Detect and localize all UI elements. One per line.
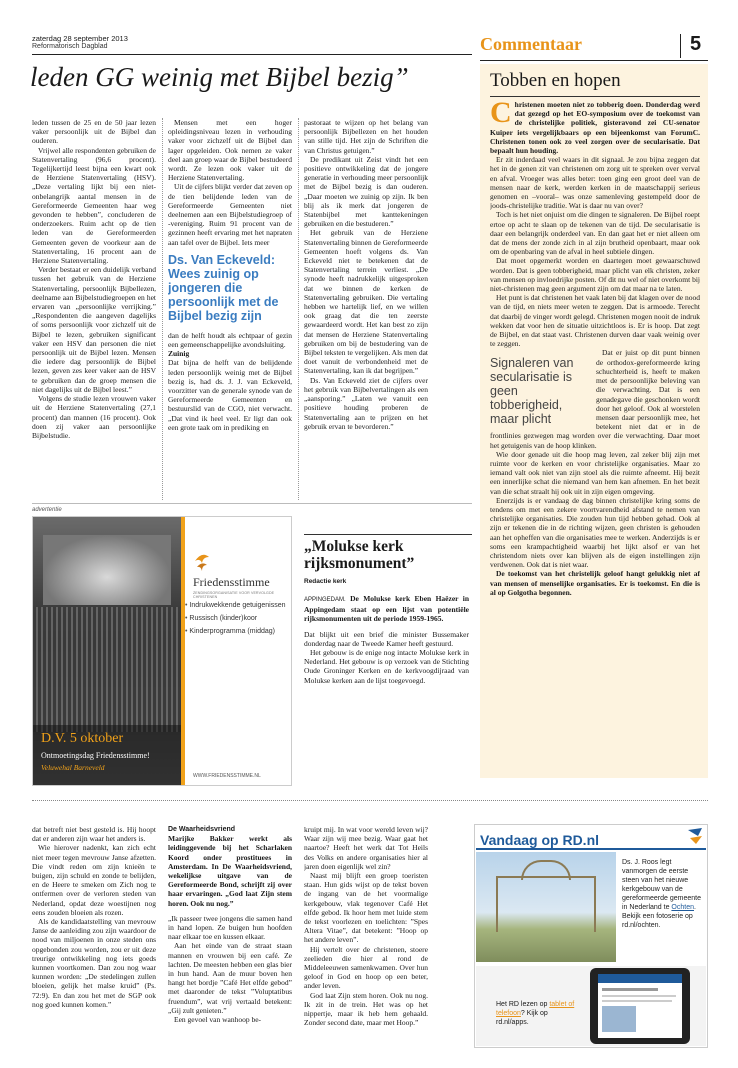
commentary-rule	[490, 96, 700, 97]
header-rule	[32, 54, 472, 55]
ad-event-date: D.V. 5 oktober	[41, 731, 124, 746]
commentary-paragraph: Enerzijds is er vandaag de dag binnen christelijke kring soms de tendens om met een zekere voortvarendheid afstand te nemen van christelijke organisaties. Die zouden hun tijd hebben gehad. Ook al zijn er tekenen die in de richting wijzen, geen christen is gehouden aan het opheffen van die organisaties mee te werken. Anderzijds is er soms een krampachtigheid waarbij het lijkt alsof er van het christendom niets over kan blijven als de eigen instellingen zijn verdwenen. Ook dat is niet waar.	[490, 495, 700, 570]
bottom-paragraph: Hij vertelt over de christenen, stoere zeelieden die hier al rond de Middeleeuwen samenkwamen. Over hun geloof in God en hoop op een beter, ander leven.	[304, 944, 428, 991]
rd-promo-rule	[476, 848, 706, 850]
tablet-screen-image	[602, 1006, 636, 1032]
rd-photo-steel-frame	[496, 876, 596, 932]
bottom-column-3	[304, 825, 428, 1057]
article-paragraph: leden tussen de 25 en de 50 jaar lezen vaker persoonlijk uit de Bijbel dan ouderen.	[32, 118, 156, 146]
ad-feature-item: • Kinderprogramma (middag)	[185, 625, 286, 638]
ad-event-name: Ontmoetingsdag Friedensstimme!	[41, 751, 150, 760]
article-paragraph: Mensen met een hoger opleidingsniveau lezen in verhouding vaker voor zichzelf uit de Bijbel dan lager opgeleiden. Ook nemen ze vaker deel aan groep waar de Bijbel bestudeerd wordt. Ze lezen ook vaker uit de Herziene Statenvertaling.	[168, 118, 292, 183]
column-divider	[298, 118, 299, 500]
ad-feature-item: • Russisch (kinder)koor	[185, 612, 286, 625]
bottom-paragraph: kruipt mij. In wat voor wereld leven wij? Waar zijn wij mee bezig. Waar gaat het naartoe? Heeft het werk dat Tot Heils des Volks en andere organisaties hier al jaren doen eigenlijk wel zin?	[304, 825, 428, 871]
article-paragraph: Het gebruik van de Herziene Statenvertaling binnen de Gereformeerde Gemeenten hoeft volgens ds. Van Eckeveld niet te betekenen dat de Statenvertaling terrein verliest. „De synode heeft nadrukkelijk uitgesproken dat we binnen de kerken de Statenvertaling gebruiken. Die vertaling hebben we hartelijk lief, en we willen ook graag dat die ten zeerste gewaardeerd wordt. Het kan best zo zijn dat mensen de Herziene Statenvertaling gebruiken om bij de bestudering van de Bijbel teksten te vergelijken. Als men dat doet vanuit de verbondenheid met de Statenvertaling, kan ik dat begrijpen.”	[304, 228, 428, 376]
molukse-paragraph: Dat blijkt uit een brief die minister Bussemaker donderdag naar de Tweede Kamer heeft gestuurd.	[304, 629, 469, 648]
tablet-screen-header	[598, 974, 682, 983]
rd-tablet-text	[496, 1000, 576, 1027]
ad-rule	[32, 503, 472, 504]
commentary-pullquote: Signaleren van secularisatie is geen tobberigheid, maar plicht	[490, 356, 574, 427]
tablet-screen-line	[602, 988, 658, 991]
ad-brand-tagline: ZENDINGSORGANISATIE VOOR VERVOLGDE CHRISTENEN	[193, 591, 275, 599]
commentary-paragraph: De toekomst van het christelijk geloof hangt gelukkig niet af van mensen of menselijke organisaties. Er is toekomst. En die is al op Golgotha begonnen.	[490, 569, 700, 597]
rd-church-photo[interactable]	[476, 852, 616, 962]
section-title: Commentaar	[480, 34, 582, 54]
article-paragraph: Ds. Van Eckeveld ziet de cijfers over het gebruik van Bijbelvertalingen als een „aansporing.” „Laten we vanuit een positieve houding proberen de Statenvertaling aan te prijzen en het gebruik ervan te bevorderen.”	[304, 375, 428, 431]
article-column-1	[32, 118, 156, 500]
tablet-screen-line	[602, 1000, 672, 1002]
bottom-column-1	[32, 825, 156, 1057]
article-column-3	[304, 118, 428, 500]
ad-accent-bar	[181, 517, 185, 786]
bottom-paragraph: Wie hierover nadenkt, kan zich echt niet meer tegen mevrouw Janse afzetten. Die vindt reden om zijn knieën te buigen, zijn schuld en zonde te belijden, en de Heere te smeken om Zich nog te ontfermen over de verloren steden van Nederland, opdat deze woestijnen nog eens zouden bloeien als rozen.	[32, 843, 156, 917]
rd-ochten-link[interactable]: Ochten	[671, 904, 694, 911]
column-divider	[162, 118, 163, 500]
tablet-screen-line	[602, 995, 676, 997]
article-paragraph: Vrijwel alle respondenten gebruiken de Statenvertaling (96,6 procent). Tegelijkertijd leest bijna een kwart ook de Herziene Statenvertaling (HSV). „Deze vertaling lijkt bij een niet-onbelangrijk aantal mensen in de Gereformeerde Gemeenten haar weg gevonden te hebben”, concluderen de onderzoekers. Ruim acht op de tien leden van de Gereformeerden Gemeenten geven de voorkeur aan de Statenvertaling, 16 procent aan de Herziene Statenvertaling.	[32, 145, 156, 266]
ad-url-link[interactable]: WWW.FRIEDENSSTIMME.NL	[193, 773, 261, 779]
commentary-title: Tobben en hopen	[490, 70, 621, 91]
rd-caption-text: Ds. J. Roos legt vanmorgen de eerste steen van het nieuwe kerkgebouw van de gereformeerde gemeente in Nederland te	[622, 859, 701, 911]
header-paper-name: Reformatorisch Dagblad	[32, 43, 108, 50]
bottom-column-2	[168, 825, 292, 1057]
bottom-paragraph: Een gevoel van wanhoop be-	[174, 1015, 262, 1025]
ad-feature-item: • Indrukwekkende getuigenissen	[185, 599, 286, 612]
bottom-paragraph: Als de kandidaatstelling van mevrouw Janse de aanleiding zou zijn waardoor de nood van miljoenen in onze steden ons opgebonden zou worden, zou er uit deze treurige ontwikkeling nog iets goeds kunnen voortkomen. Dan zou nog waar kunnen worden: „De stedelingen zullen bloeien, gelijk het malse kruid” (Ps. 72:9). En dan zou het met de SGP ook nog goed kunnen komen.”	[32, 917, 156, 1009]
ad-photo-crowd	[33, 607, 181, 732]
friedensstimme-logo-icon	[193, 551, 211, 573]
rd-tablet-link[interactable]: tablet of telefoon	[496, 1001, 575, 1017]
header-separator	[680, 34, 681, 58]
molukse-headline: „Molukse kerk rijksmonument”	[304, 538, 415, 572]
bottom-paragraph: dat betreft niet best gesteld is. Hij hoopt dat er anderen zijn waar het anders is.	[32, 825, 156, 844]
bottom-paragraph: „Ik passeer twee jongens die samen hand in hand lopen. Ze buigen hun hoofden naar elkaar toe en kussen elkaar.	[168, 913, 292, 942]
commentary-lead: hristenen moeten niet zo tobberig doen. Donderdag werd dat gezegd op het EO-symposium over de toekomst van de christelijke politiek, gisteravond zei CU-senator Kuiper iets vergelijkbaars op een bijeenkomst van ForumC. Christenen tonen ook zo veel zorgen over de secularisatie. Dat bepaalt hun houding.	[490, 100, 700, 156]
bottom-paragraph: Aan het einde van de straat staan mannen en vrouwen bij een café. Ze lachten. De meesten hebben een glas bier in hun hand. Aan de muur boven hen hangt het bordje ”Café Het elfde gebod” met daaronder de tekst ”Voluptatibus fruendum”, wat vrij vertaald betekent: „Gij zult genieten.”	[168, 941, 292, 1015]
article-column-2	[168, 118, 292, 500]
commentary-paragraph: Toch is het niet onjuist om die dingen te signaleren. De Bijbel roept ertoe op acht te slaan op de tekenen van de tijd. De secularisatie is daar een belangrijk onderdeel van. En dan gaat het er niet alleen om dat de mens der zonde zich in al zijn brutheid openbaart, maar ook om de openbaring van de afval in heel subtiele dingen.	[490, 210, 700, 257]
commentary-dropcap: C	[490, 100, 512, 129]
article-headline: leden GG weinig met Bijbel bezig”	[30, 62, 409, 92]
molukse-text	[304, 594, 469, 784]
molukse-paragraph: Het gebouw is de enige nog intacte Molukse kerk in Nederland. Het gebouw is op verzoek van de Stichting Oude Groninger Kerken en de kerkvoogdijraad van Molukse kerken aan de lijst toegevoegd.	[304, 648, 469, 685]
bottom-lead: Marijke Bakker werkt als leidinggevende bij het Scharlaken Koord onder prostituees in Amsterdam. In De Waarheidsvriend, wekelijkse uitgave van de Gereformeerde Bond, schrijft zij over haar ervaringen. „God laat Zijn stem horen. Ook nu nog.”	[168, 834, 292, 908]
article-paragraph: pastoraat te wijzen op het belang van persoonlijk Bijbellezen en het houden van stille tijd. Het zijn de Schriften die van Christus getuigen.”	[304, 118, 428, 155]
rd-photo-caption	[622, 858, 704, 930]
rd-tablet-text-b: ? Kijk op rd.nl/apps.	[496, 1010, 548, 1026]
article-paragraph: Uit de cijfers blijkt verder dat zeven op de tien belijdende leden van de Gereformeerde Gemeenten niet deelnemen aan een Bijbelstudiegroep of -vereniging. Ruim 91 procent van de gezinnen heeft ervaring met het napraten aan tafel over de Bijbel. Iets meer	[168, 182, 292, 247]
header-date: zaterdag 28 september 2013	[32, 34, 128, 43]
ad-brand-name: Friedensstimme	[193, 575, 270, 589]
ad-photo-stage	[43, 535, 171, 605]
molukse-dateline: APPINGEDAM.	[304, 597, 346, 603]
page-number: 5	[690, 33, 702, 55]
bottom-subhead: De Waarheidsvriend	[168, 826, 236, 833]
article-paragraph: Dat bijna de helft van de belijdende leden persoonlijk weinig met de Bijbel bezig is, had ds. J. J. van Eckeveld, voorzitter van de generale synode van de Gereformeerde Gemeenten en bestuurslid van de CGO, niet verwacht. „Dat vind ik heel veel. Er ligt dan ook een grote taak om in prediking en	[168, 358, 292, 432]
article-paragraph: Verder bestaat er een duidelijk verband tussen het gebruik van de Herziene Statenvertaling, persoonlijk Bijbellezen, deelname aan Bijbelstudiegroepen en het ervaren van „persoonlijke verrijking.” „Respondenten die aangeven dagelijks of soms persoonlijk voor zichzelf uit de Bijbel te lezen, gebruiken significant vaker een HSV dan personen die niet persoonlijk uit de Bijbel lezen. Mensen die iedere dag persoonlijk de Bijbel lezen, geven zes keer vaker aan de HSV te gebruiken dan de groep mensen die niet dagelijks uit de Bijbel leest.”	[32, 265, 156, 394]
rd-caption-text: . Bekijk een fotoserie op rd.nl/ochten.	[622, 904, 696, 929]
commentary-paragraph: Dat moet opgemerkt worden en daartegen moet gewaarschuwd worden. Dat is geen tobberigheid, maar plicht van elk christen, zeker van mensen op invloedrijke posten. Of dit nu wel of niet overkomt bij niet-christenen mag geen argument zijn om dat maar na te laten.	[490, 256, 700, 294]
ad-feature-list	[185, 599, 286, 638]
article-paragraph: Volgens de studie lezen vrouwen vaker uit de Herziene Statenvertaling (27,1 procent) dan mannen (16 procent). Ook doen zij vaker aan persoonlijke Bijbelstudie.	[32, 394, 156, 440]
molukse-lead: De Molukse kerk Eben Haëzer in Appingedam staat op een lijst van potentiële rijksmonumenten uit de periode 1959-1965.	[304, 594, 469, 624]
commentary-paragraph: Er zit inderdaad veel waars in dit signaal. Je zou bijna zeggen dat het in de genen zit van christenen om zorg uit te spreken over verval en afval. Vroeger was alles beter: toen ging een groot deel van de mensen naar de kerk, werden kerken in de maatschappij serieus genomen en –vooral– was onze samenleving gestempeld door de joods-christelijke traditie. Wat is daar nu van over?	[490, 155, 700, 211]
commentary-text	[490, 100, 700, 772]
ad-label: advertentie	[32, 507, 62, 513]
ad-event-venue: Veluwehal Barneveld	[41, 763, 105, 772]
molukse-rule	[304, 534, 472, 535]
rd-promo-title: Vandaag op RD.nl	[480, 832, 600, 848]
article-paragraph: dan de helft houdt als echtpaar of gezin een gemeenschappelijke avondsluiting.	[168, 330, 292, 350]
bottom-paragraph: Naast mij blijft een groep toeristen staan. Hun gids wijst op de tekst boven de ingang van de het voormalige kerkgebouw, vlak tegenover Café Het elfde gebod. Ik hoor hem met luide stem de tekst voorlezen en toelichten: ”Spes Altera Vitae”, dat betekent: ”Hoop op het andere leven”.	[304, 871, 428, 945]
commentary-paragraph: Wie door genade uit die hoop mag leven, zal zeker blij zijn met ruimte voor de kerken en voor christelijke organisaties. Maar zo iemand valt ook niet van zijn stoel als die ruimte afneemt. Hij bezit een innerlijke schat die niemand van hem kan afnemen. En het bezit van die schat straalt hij ook uit in zijn eigen omgeving.	[490, 449, 700, 496]
commentary-paragraph: Het punt is dat christenen het vaak laten bij dat klagen over de nood van de tijd, en niets meer weten te zeggen. Dat is armoede. Terecht dat daarbij de vinger wordt gelegd. Christenen mogen nooit de indruk wekken dat voor hen de situatie uitzichtloos is. Er is hoop. Dat zegt de Bijbel, en dat staat vast. Christenen durven daar vaak weinig over te zeggen.	[490, 293, 700, 349]
rd-logo-icon	[686, 826, 704, 846]
bottom-paragraph: God laat Zijn stem horen. Ook nu nog. Ik zit in de trein. Het was op het nippertje, maar ik heb hem gehaald. Zonder second date, maar met Hoop.”	[304, 990, 428, 1028]
article-pullquote: Ds. Van Eckeveld: Wees zuinig op jongeren die persoonlijk met de Bijbel bezig zijn	[168, 252, 279, 323]
article-paragraph: De predikant uit Zeist vindt het een positieve ontwikkeling dat de jongere generatie in verhouding meer persoonlijk met de Bijbel bezig is dan ouderen. „Daar moeten we zuinig op zijn. Ik ben blij als ik merk dat jongeren de Statenbijbel met kanttekeningen gebruiken en die bestuderen.”	[304, 154, 428, 229]
bottom-divider	[32, 800, 708, 801]
molukse-byline: Redactie kerk	[304, 578, 347, 585]
advertisement[interactable]	[32, 516, 292, 786]
article-subhead: Zuinig	[168, 349, 190, 359]
section-rule	[480, 60, 708, 61]
commentary-paragraph: Dat er juist op dit punt binnen de orthodox-gereformeerde kring schuchterheid is, heeft te maken met de persoonlijke beleving van die verwachting. Dat is een genadegave die geschonken wordt door het geloof. Ook al worstelen mensen daar persoonlijk mee, het betekent niet dat er in de frontlinies gezwegen mag worden over die verwachting. Daar moet het getuigenis van de hoop klinken.	[490, 348, 700, 450]
rd-tablet-text-a: Het RD lezen op	[496, 1001, 550, 1008]
